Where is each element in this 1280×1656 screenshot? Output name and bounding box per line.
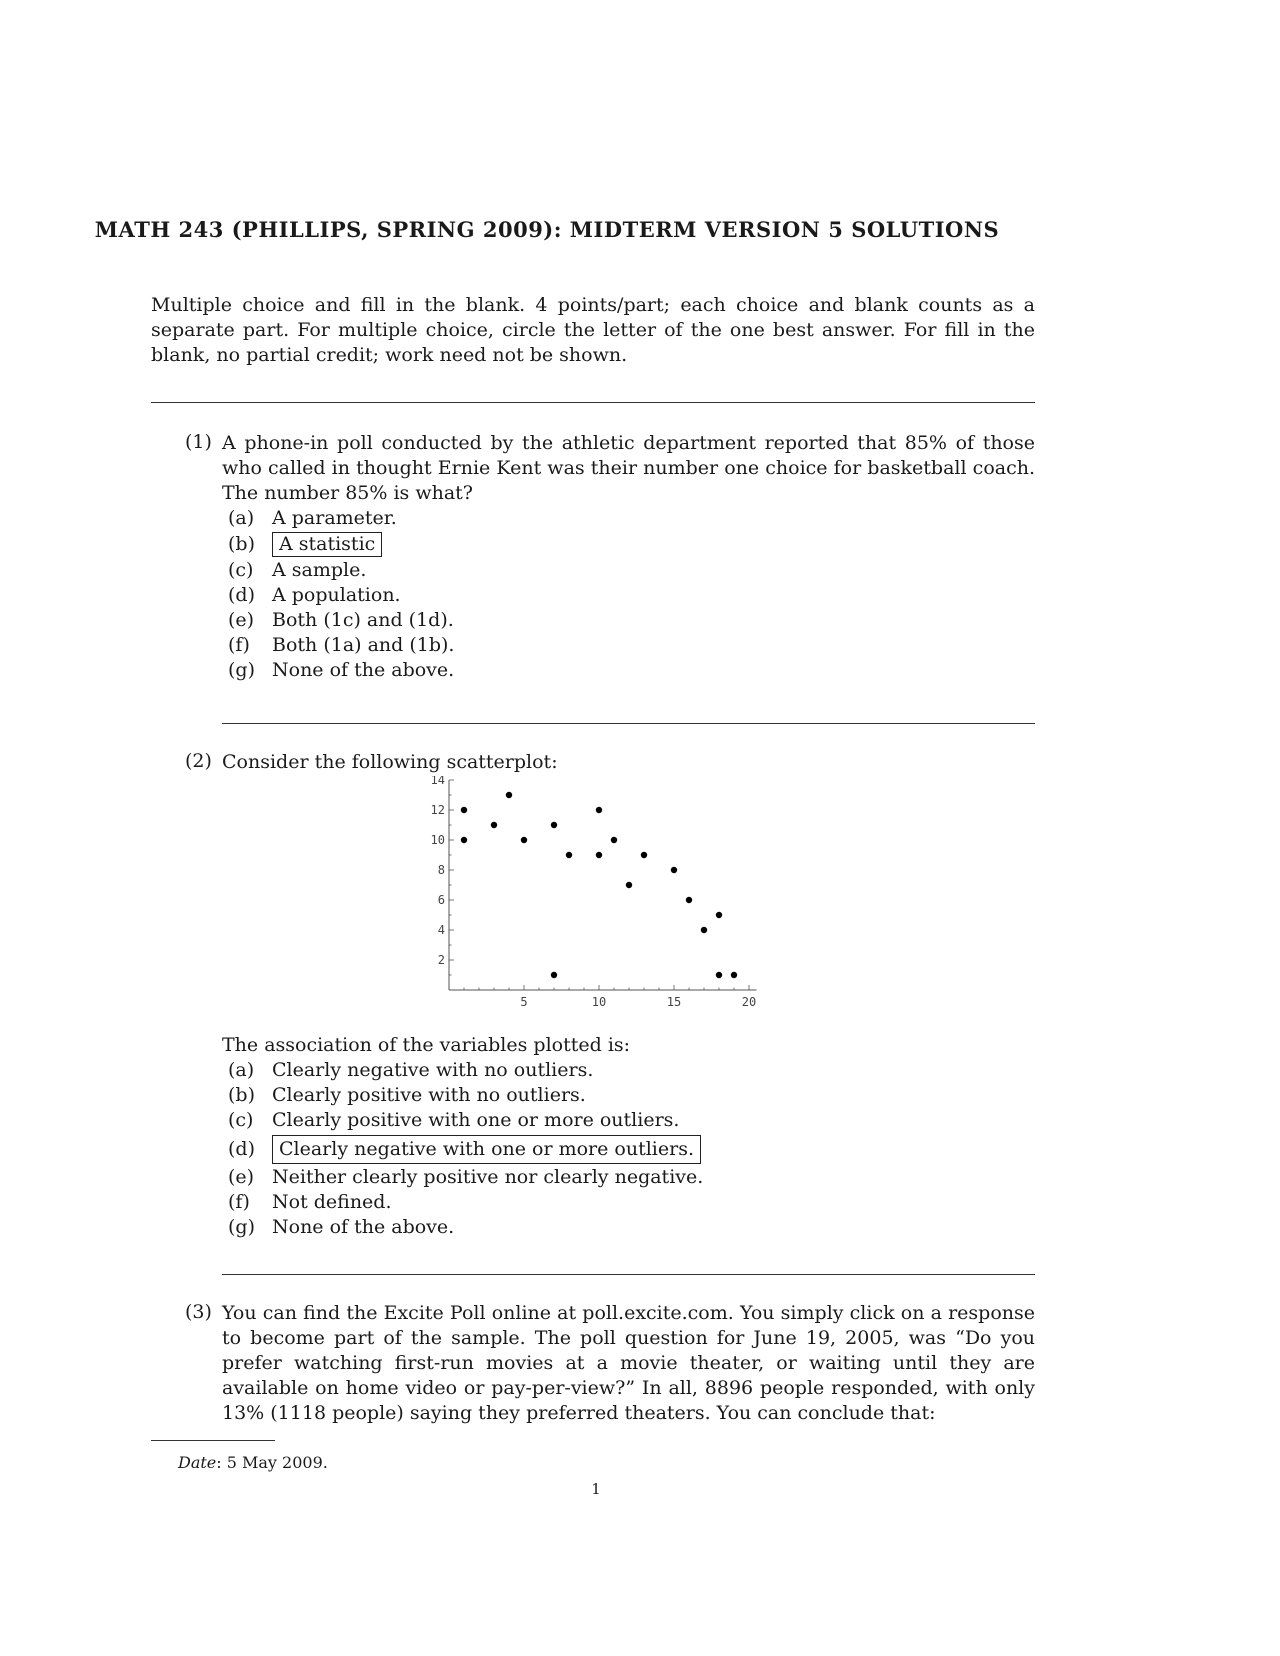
choice-label: (f) (228, 634, 250, 656)
choice-label: (c) (228, 559, 254, 581)
choice-text: Neither clearly positive nor clearly negative. (272, 1166, 704, 1188)
y-tick-label: 10 (430, 833, 445, 847)
data-point (491, 822, 497, 828)
page-title: MATH 243 (PHILLIPS, SPRING 2009): MIDTERM VERSION 5 SOLUTIONS (94, 217, 1000, 242)
choice-item[interactable] (228, 608, 454, 633)
question-text: A phone-in poll conducted by the athletic department reported that 85% of those who called in thought Ernie Kent was their number one choice for basketball coach. The number 85% is what? (222, 432, 1035, 504)
question-text: You can find the Excite Poll online at poll.excite.com. You simply click on a response to become part of the sample. The poll question for June 19, 2005, was “Do you prefer watching first-run movies at a movie theater, or waiting until they are available on home video or pay-per-view?” In all, 8896 people responded, with only 13% (1118 people) saying they preferred theaters. You can conclude that: (222, 1302, 1035, 1424)
chart-points (461, 792, 737, 978)
footnote (178, 1453, 328, 1472)
choice-item[interactable] (228, 1083, 703, 1108)
choice-text: A parameter. (272, 507, 397, 529)
choice-label: (d) (228, 1137, 255, 1160)
choice-label: (g) (228, 659, 255, 681)
data-point (716, 912, 722, 918)
divider (151, 402, 1035, 403)
x-tick-label: 5 (520, 995, 528, 1009)
data-point (626, 882, 632, 888)
choice-label: (c) (228, 1109, 254, 1131)
data-point (596, 807, 602, 813)
choice-item[interactable] (228, 1165, 703, 1190)
data-point (551, 822, 557, 828)
data-point (686, 897, 692, 903)
choice-item[interactable] (228, 506, 454, 531)
data-point (506, 792, 512, 798)
chart-ticks (431, 776, 757, 1009)
choice-list (228, 1058, 703, 1240)
choice-text: Clearly negative with no outliers. (272, 1059, 594, 1081)
choice-label: (d) (228, 584, 255, 606)
choice-label: (b) (228, 533, 255, 555)
instructions: Multiple choice and fill in the blank. 4 points/part; each choice and blank counts as a separate part. For multiple choice, circle the letter of the one best answer. For fill in the blank, no partial credit; work need not be shown. (151, 294, 1035, 366)
y-tick-label: 4 (437, 923, 445, 937)
choice-label: (a) (228, 507, 255, 529)
question-number: (3) (185, 1301, 212, 1323)
choice-text: None of the above. (272, 659, 455, 681)
data-point (461, 807, 467, 813)
choice-text: Both (1a) and (1b). (272, 634, 455, 656)
divider (222, 1274, 1035, 1275)
footnote-label: Date (178, 1453, 217, 1472)
y-tick-label: 14 (430, 776, 445, 787)
data-point (566, 852, 572, 858)
scatterplot (400, 776, 780, 1016)
data-point (596, 852, 602, 858)
question-text: Consider the following scatterplot: (222, 751, 558, 773)
data-point (731, 972, 737, 978)
answer-box: Clearly negative with one or more outliers. (272, 1135, 701, 1164)
data-point (611, 837, 617, 843)
choice-text: Not defined. (272, 1191, 392, 1213)
answer-box: A statistic (272, 532, 382, 557)
data-point (641, 852, 647, 858)
choice-item-answer[interactable] (228, 531, 454, 558)
choice-label: (e) (228, 609, 255, 631)
chart-axes (449, 780, 757, 990)
choice-item[interactable] (228, 633, 454, 658)
x-tick-label: 20 (741, 995, 757, 1009)
choice-text: A population. (272, 584, 401, 606)
footnote-value: : 5 May 2009. (216, 1453, 328, 1472)
choice-item[interactable] (228, 658, 454, 683)
choice-item[interactable] (228, 1058, 703, 1083)
choice-text: Clearly positive with one or more outliers. (272, 1109, 680, 1131)
choice-label: (a) (228, 1059, 255, 1081)
page-number: 1 (591, 1480, 601, 1498)
choice-label: (e) (228, 1166, 255, 1188)
data-point (701, 927, 707, 933)
choice-item[interactable] (228, 1190, 703, 1215)
data-point (551, 972, 557, 978)
y-tick-label: 2 (437, 953, 445, 967)
y-tick-label: 8 (437, 863, 445, 877)
choice-text: A sample. (272, 559, 367, 581)
choice-text: Both (1c) and (1d). (272, 609, 454, 631)
choice-item[interactable] (228, 558, 454, 583)
data-point (716, 972, 722, 978)
choice-list (228, 506, 454, 683)
choice-item[interactable] (228, 583, 454, 608)
x-tick-label: 15 (666, 995, 682, 1009)
question-number: (1) (185, 431, 212, 453)
data-point (671, 867, 677, 873)
choice-item-answer[interactable] (228, 1133, 703, 1165)
choice-label: (f) (228, 1191, 250, 1213)
choice-label: (g) (228, 1216, 255, 1238)
data-point (521, 837, 527, 843)
question-number: (2) (185, 750, 212, 772)
y-tick-label: 12 (430, 803, 445, 817)
data-point (461, 837, 467, 843)
choice-item[interactable] (228, 1108, 703, 1133)
divider (222, 723, 1035, 724)
choice-item[interactable] (228, 1215, 703, 1240)
y-tick-label: 6 (437, 893, 445, 907)
question-subtext: The association of the variables plotted is: (222, 1034, 631, 1056)
choice-text: Clearly positive with no outliers. (272, 1084, 586, 1106)
choice-label: (b) (228, 1084, 255, 1106)
footnote-rule (151, 1440, 275, 1441)
x-tick-label: 10 (591, 995, 607, 1009)
choice-text: None of the above. (272, 1216, 455, 1238)
